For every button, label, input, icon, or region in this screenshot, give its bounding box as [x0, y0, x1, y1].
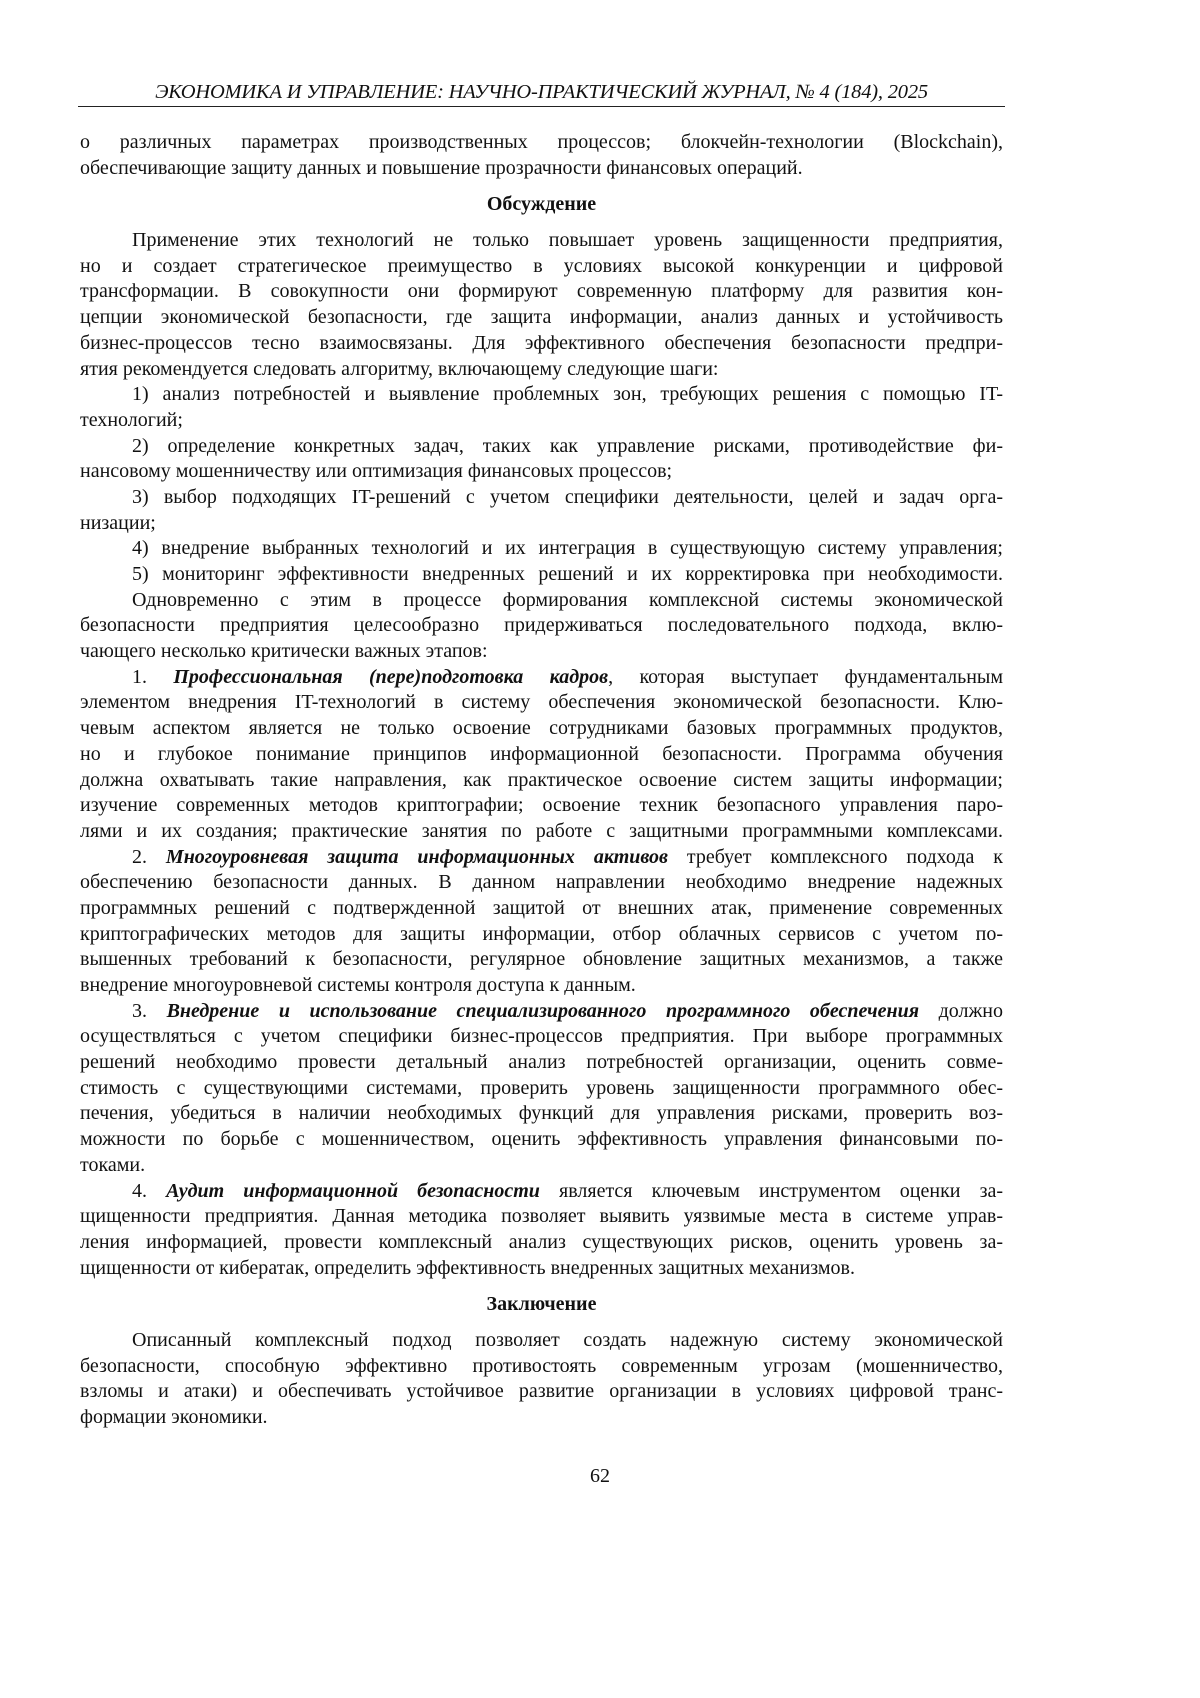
text-segment: должно: [919, 999, 1003, 1022]
text-line: 4) внедрение выбранных технологий и их интеграция в существующую систему управления;: [132, 537, 1003, 560]
text-line: осуществляться с учетом специфики бизнес-процессов предприятия. При выборе программных: [80, 1025, 1003, 1048]
text-line: [80, 665, 1003, 691]
text-line: взломы и атаки) и обеспечивать устойчивое развитие организации в условиях цифровой транс-: [80, 1380, 1003, 1403]
text-segment: требует комплексного подхода к: [668, 845, 1004, 868]
paragraph: [80, 1328, 1003, 1431]
text-line: трансформации. В совокупности они формируют современную платформу для развития кон-: [80, 280, 1003, 303]
text-line: Описанный комплексный подход позволяет создать надежную систему экономической: [132, 1328, 1003, 1351]
text-line: чающего несколько критически важных этапов:: [80, 640, 488, 663]
text-line: программных решений с подтвержденной защитой от внешних атак, применение современных: [80, 896, 1003, 919]
paragraph: [80, 588, 1003, 665]
section-heading: Заключение: [486, 1293, 597, 1316]
emphasized-term: Многоуровневая защита информационных активов: [165, 845, 668, 868]
page-number: 62: [590, 1465, 610, 1487]
text-line: [80, 845, 1003, 871]
text-line: обеспечивающие защиту данных и повышение прозрачности финансовых операций.: [80, 156, 803, 179]
text-line: элементом внедрения IT-технологий в систему обеспечения экономической безопасности. Клю-: [80, 691, 1003, 714]
text-line: внедрение многоуровневой системы контроля доступа к данным.: [80, 974, 636, 996]
text-line: решений необходимо провести детальный анализ потребностей организации, оценить совме-: [80, 1051, 1003, 1074]
text-line: но и глубокое понимание принципов информационной безопасности. Программа обучения: [80, 742, 1003, 765]
emphasized-term: Внедрение и использование специализированного программного обеспечения: [166, 999, 920, 1022]
paragraph: [80, 434, 1003, 485]
text-line: цепции экономической безопасности, где защита информации, анализ данных и устойчивость: [80, 306, 1003, 329]
text-line: 5) мониторинг эффективности внедренных решений и их корректировка при необходимости.: [132, 563, 1003, 585]
article-body: [80, 130, 1003, 1431]
journal-running-header: ЭКОНОМИКА И УПРАВЛЕНИЕ: НАУЧНО-ПРАКТИЧЕСКИЙ ЖУРНАЛ, № 4 (184), 2025: [78, 78, 1005, 107]
text-line: Одновременно с этим в процессе формирования комплексной системы экономической: [132, 588, 1003, 611]
text-line: 3) выбор подходящих IT-решений с учетом специфики деятельности, целей и задач орга-: [132, 485, 1003, 508]
text-line: формации экономики.: [80, 1406, 268, 1428]
paragraph: [80, 1179, 1003, 1282]
section-heading: Обсуждение: [486, 193, 597, 216]
text-line: безопасности, способную эффективно противостоять современным угрозам (мошенничество,: [80, 1354, 1003, 1377]
paragraph: [80, 665, 1003, 845]
text-line: можности по борьбе с мошенничеством, оценить эффективность управления финансовыми по-: [80, 1128, 1003, 1151]
text-line: 1) анализ потребностей и выявление проблемных зон, требующих решения с помощью IT-: [132, 383, 1003, 406]
text-line: ятия рекомендуется следовать алгоритму, включающему следующие шаги:: [80, 357, 719, 380]
text-line: чевым аспектом является не только освоение сотрудниками базовых программных продуктов,: [80, 717, 1003, 740]
text-line: но и создает стратегическое преимущество в условиях высокой конкуренции и цифровой: [80, 254, 1003, 277]
text-line: о различных параметрах производственных процессов; блокчейн-технологии (Blockchain),: [80, 131, 1003, 153]
text-line: 2) определение конкретных задач, таких как управление рисками, противодействие фи-: [132, 434, 1003, 457]
text-segment: 2.: [132, 845, 166, 868]
paragraph: [80, 845, 1003, 999]
text-line: бизнес-процессов тесно взаимосвязаны. Для эффективного обеспечения безопасности предпри-: [80, 331, 1003, 354]
text-line: Применение этих технологий не только повышает уровень защищенности предприятия,: [132, 229, 1003, 252]
text-line: вышенных требований к безопасности, регулярное обновление защитных механизмов, а также: [80, 948, 1003, 971]
text-line: нансовому мошенничеству или оптимизация финансовых процессов;: [80, 460, 673, 483]
text-line: печения, убедиться в наличии необходимых функций для управления рисками, проверить воз-: [80, 1102, 1003, 1125]
text-segment: является ключевым инструментом оценки за-: [539, 1179, 1004, 1202]
paragraph: [80, 536, 1003, 562]
text-segment: 4.: [132, 1179, 167, 1202]
text-line: [80, 999, 1003, 1025]
text-line: лями и их создания; практические занятия по работе с защитными программными комплексами.: [80, 819, 1003, 842]
text-segment: 3.: [132, 999, 167, 1022]
paragraph: [80, 130, 1003, 181]
paragraph: [80, 228, 1003, 382]
text-line: должна охватывать такие направления, как практическое освоение систем защиты информации;: [80, 768, 1003, 791]
paragraph: [80, 485, 1003, 536]
text-line: низации;: [80, 511, 156, 534]
text-line: [80, 1179, 1003, 1205]
text-line: криптографических методов для защиты информации, отбор облачных сервисов с учетом по-: [80, 922, 1003, 945]
text-line: стимость с существующими системами, проверить уровень защищенности программного обес-: [80, 1076, 1003, 1099]
paragraph: [80, 562, 1003, 588]
paragraph: [80, 382, 1003, 433]
text-line: ления информацией, провести комплексный анализ существующих рисков, оценить уровень за-: [80, 1230, 1003, 1253]
text-line: безопасности предприятия целесообразно придерживаться последовательного подхода, вклю-: [80, 614, 1003, 637]
text-line: щищенности от кибератак, определить эффективность внедренных защитных механизмов.: [80, 1256, 855, 1279]
text-segment: 1.: [132, 665, 174, 688]
text-line: токами.: [80, 1153, 146, 1176]
text-line: щищенности предприятия. Данная методика позволяет выявить уязвимые места в системе управ-: [80, 1205, 1003, 1228]
text-line: изучение современных методов криптографии; освоение техник безопасного управления паро-: [80, 794, 1003, 817]
text-segment: , которая выступает фундаментальным: [608, 665, 1004, 688]
emphasized-term: Профессиональная (пере)подготовка кадров: [173, 665, 609, 688]
emphasized-term: Аудит информационной безопасности: [166, 1179, 540, 1202]
text-line: технологий;: [80, 408, 183, 431]
paragraph: [80, 999, 1003, 1179]
text-line: обеспечению безопасности данных. В данном направлении необходимо внедрение надежных: [80, 871, 1003, 894]
